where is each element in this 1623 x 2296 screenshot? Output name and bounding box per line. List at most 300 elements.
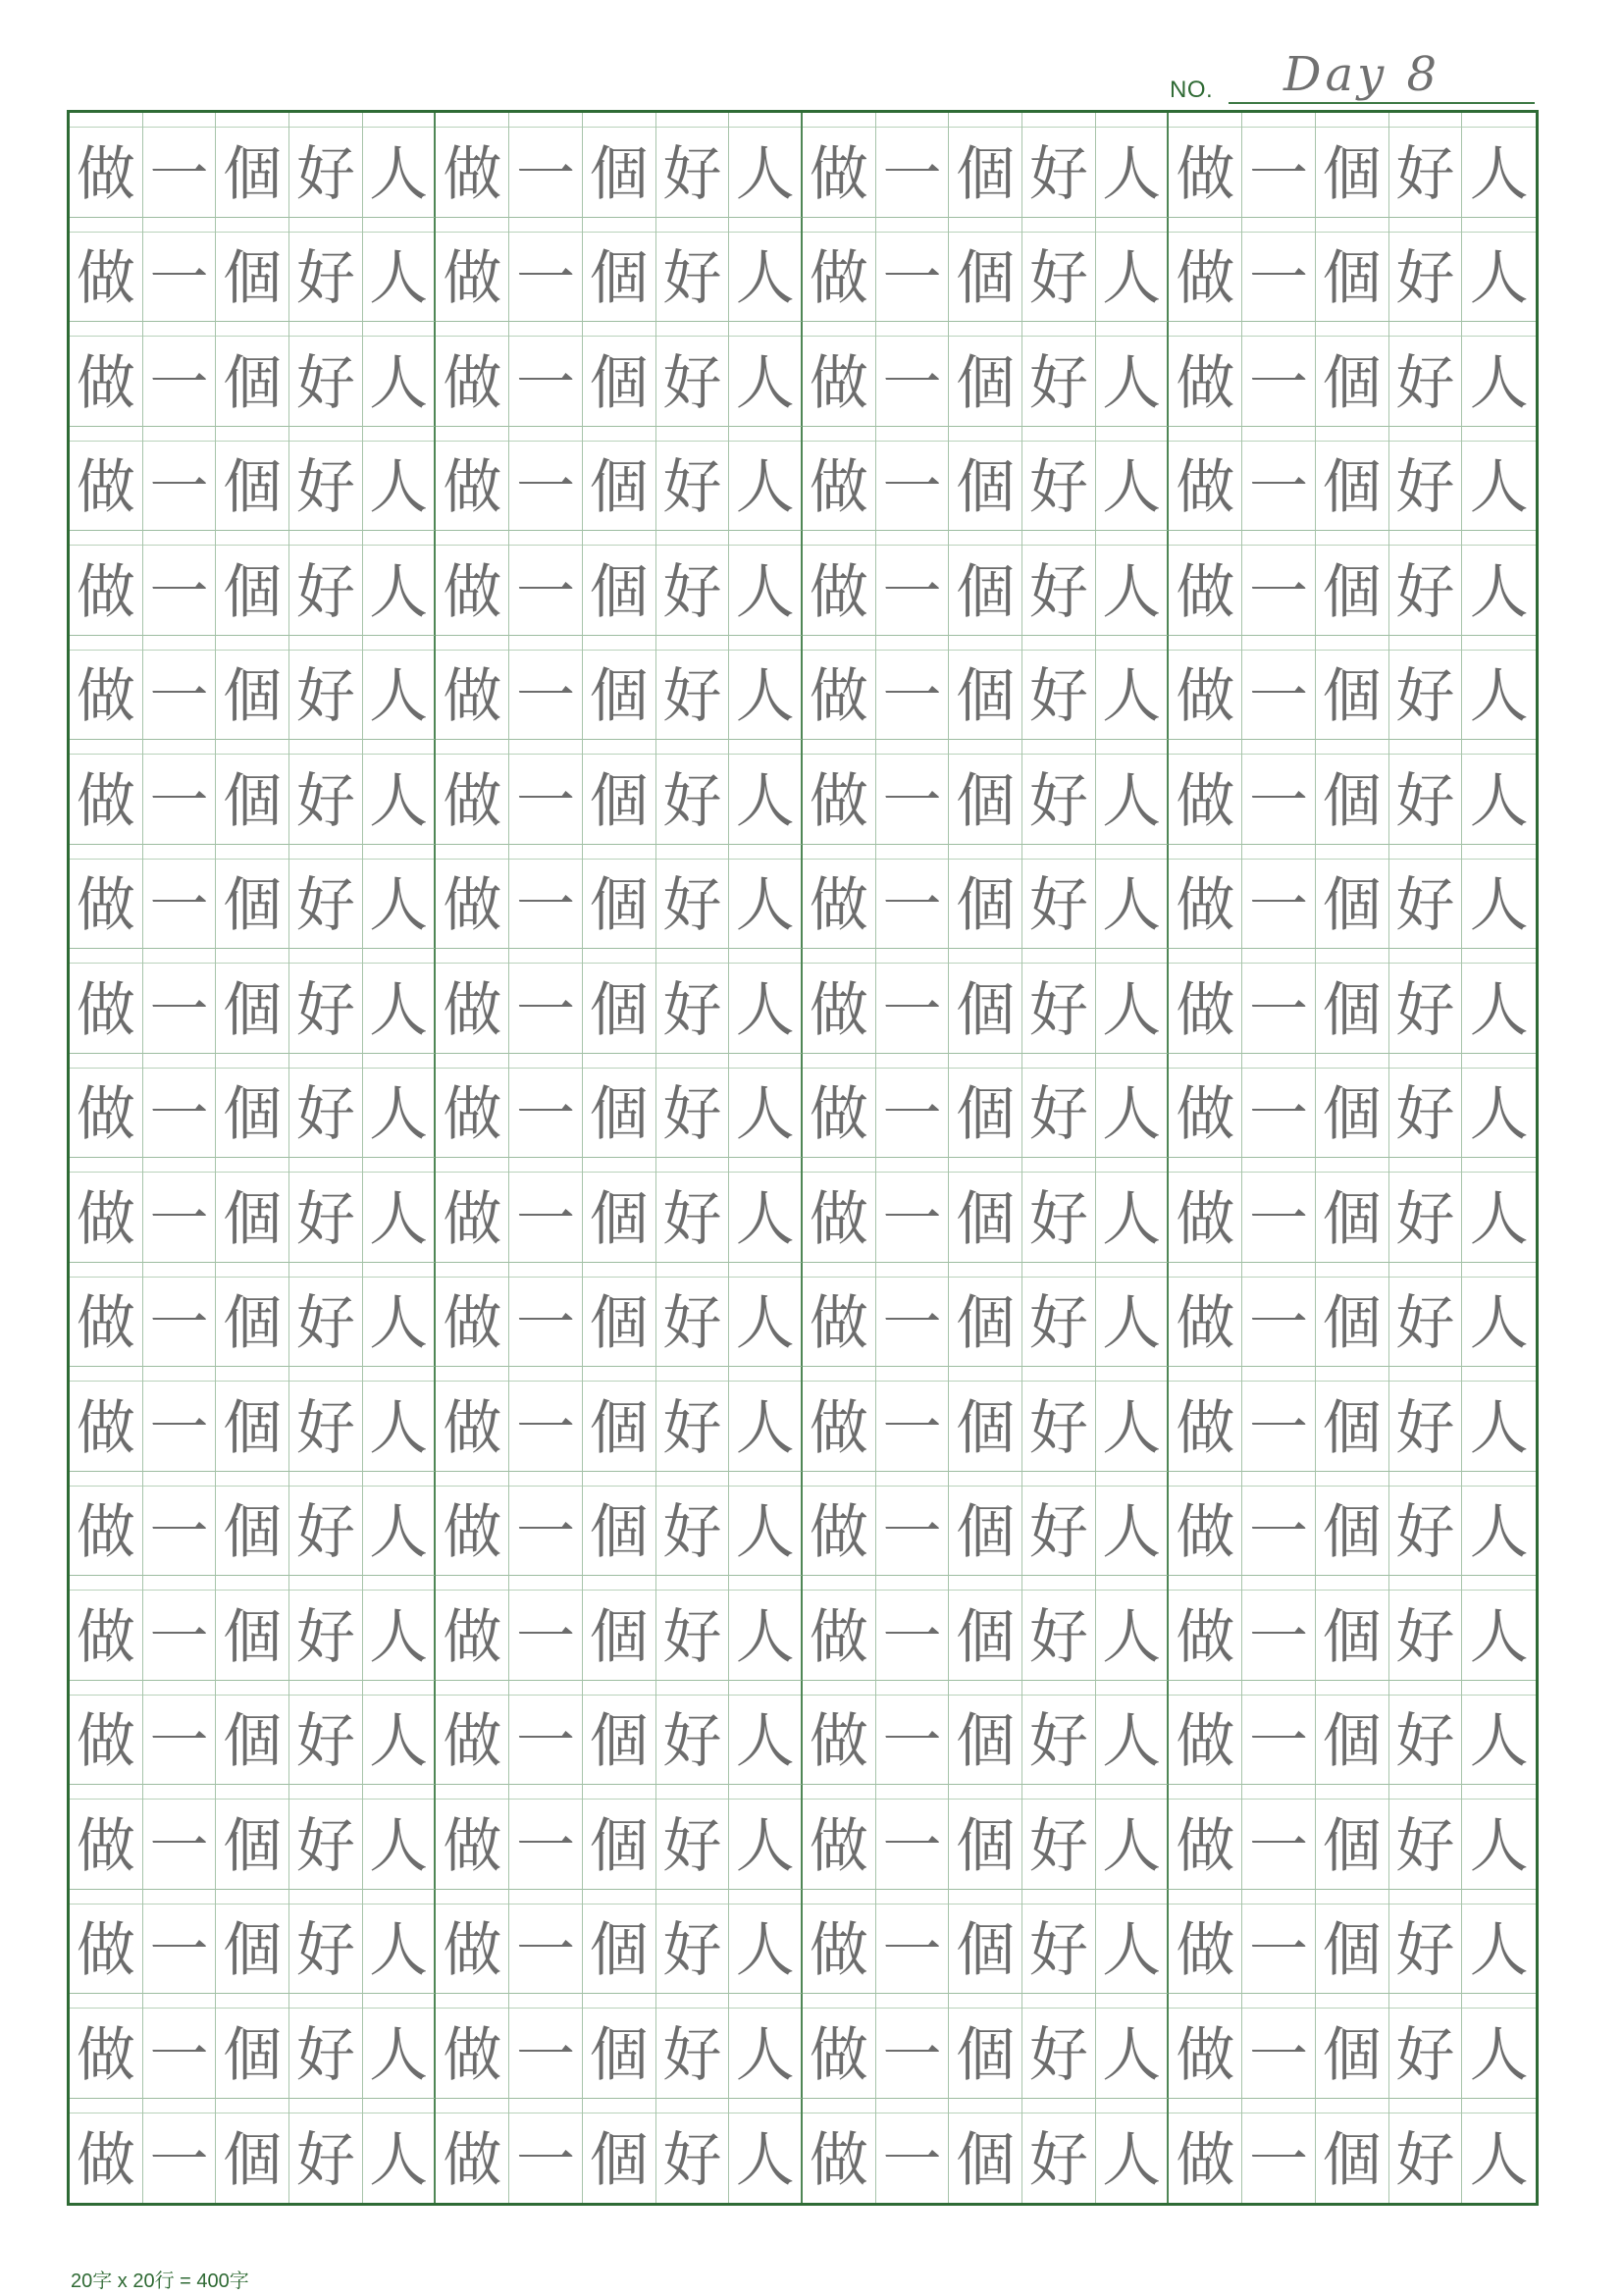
grid-cell: 好	[1022, 949, 1096, 1054]
grid-cell: 做	[70, 1890, 143, 1995]
grid-cell: 好	[289, 1890, 363, 1995]
grid-cell: 做	[803, 1785, 876, 1890]
grid-cell: 一	[1242, 845, 1316, 950]
grid-cell: 一	[509, 1890, 583, 1995]
grid-cell: 做	[1169, 113, 1242, 218]
grid-cell: 人	[363, 427, 437, 532]
grid-cell: 人	[729, 845, 803, 950]
grid-cell: 個	[1316, 531, 1389, 636]
grid-cell: 做	[803, 740, 876, 845]
grid-cell: 個	[949, 949, 1022, 1054]
grid-cell: 做	[436, 1263, 509, 1368]
grid-cell: 好	[1022, 636, 1096, 741]
grid-cell: 一	[1242, 1472, 1316, 1577]
grid-cell: 做	[70, 1054, 143, 1159]
grid-cell: 人	[729, 1994, 803, 2099]
grid-cell: 個	[216, 1785, 289, 1890]
grid-cell: 人	[1096, 1054, 1170, 1159]
grid-cell: 一	[143, 1054, 217, 1159]
grid-cell: 做	[803, 949, 876, 1054]
grid-cell: 做	[803, 636, 876, 741]
grid-cell: 個	[1316, 949, 1389, 1054]
grid-cell: 做	[803, 1890, 876, 1995]
grid-cell: 好	[289, 113, 363, 218]
grid-cell: 一	[143, 1263, 217, 1368]
no-value: Day 8	[1283, 47, 1441, 102]
grid-cell: 個	[1316, 1681, 1389, 1786]
grid-cell: 人	[363, 845, 437, 950]
grid-cell: 做	[436, 531, 509, 636]
grid-cell: 一	[143, 740, 217, 845]
grid-cell: 人	[729, 531, 803, 636]
grid-cell: 個	[216, 1263, 289, 1368]
grid-cell: 個	[216, 636, 289, 741]
grid-cell: 人	[363, 1367, 437, 1472]
grid-cell: 人	[1096, 845, 1170, 950]
grid-cell: 一	[509, 845, 583, 950]
grid-cell: 個	[583, 740, 656, 845]
grid-cell: 一	[143, 218, 217, 323]
grid-cell: 個	[583, 636, 656, 741]
grid-cell: 好	[1022, 1263, 1096, 1368]
grid-cell: 個	[949, 2099, 1022, 2204]
grid-cell: 好	[656, 1576, 730, 1681]
grid-cell: 人	[1462, 1681, 1536, 1786]
grid-cell: 人	[729, 1158, 803, 1263]
grid-cell: 做	[1169, 1994, 1242, 2099]
grid-cell: 做	[803, 1367, 876, 1472]
grid-cell: 做	[1169, 949, 1242, 1054]
grid-cell: 個	[583, 1054, 656, 1159]
grid-cell: 人	[729, 218, 803, 323]
grid-cell: 個	[216, 740, 289, 845]
grid-cell: 好	[656, 531, 730, 636]
grid-cell: 好	[1022, 1367, 1096, 1472]
grid-cell: 好	[1389, 1367, 1463, 1472]
grid-cell: 做	[803, 113, 876, 218]
grid-cell: 一	[876, 1994, 950, 2099]
grid-cell: 一	[1242, 1576, 1316, 1681]
grid-cell: 做	[803, 427, 876, 532]
grid-cell: 做	[436, 1367, 509, 1472]
grid-cell: 個	[1316, 1472, 1389, 1577]
grid-cell: 人	[363, 531, 437, 636]
grid-cell: 個	[1316, 2099, 1389, 2204]
grid-cell: 一	[143, 949, 217, 1054]
grid-cell: 一	[509, 1576, 583, 1681]
no-underline	[1229, 102, 1535, 104]
grid-cell: 好	[289, 2099, 363, 2204]
grid-cell: 好	[289, 322, 363, 427]
grid-cell: 好	[1389, 949, 1463, 1054]
grid-cell: 好	[656, 1890, 730, 1995]
grid-cell: 個	[949, 427, 1022, 532]
grid-cell: 好	[656, 1785, 730, 1890]
grid-cell: 做	[436, 1785, 509, 1890]
grid-cell: 一	[876, 1158, 950, 1263]
grid-cell: 好	[656, 949, 730, 1054]
grid-cell: 個	[949, 1994, 1022, 2099]
grid-cell: 人	[1096, 636, 1170, 741]
grid-cell: 個	[1316, 322, 1389, 427]
grid-cell: 個	[583, 1263, 656, 1368]
grid-cell: 人	[1096, 2099, 1170, 2204]
grid-cell: 一	[876, 1367, 950, 1472]
grid-cell: 人	[1096, 322, 1170, 427]
grid-cell: 做	[436, 740, 509, 845]
grid-cell: 一	[143, 113, 217, 218]
grid-cell: 人	[1096, 1158, 1170, 1263]
grid-cell: 一	[143, 2099, 217, 2204]
grid-cell: 一	[509, 531, 583, 636]
grid-cell: 一	[1242, 1263, 1316, 1368]
grid-cell: 做	[436, 1576, 509, 1681]
grid-cell: 一	[876, 1681, 950, 1786]
grid-cell: 個	[216, 218, 289, 323]
grid-cell: 好	[289, 531, 363, 636]
grid-cell: 好	[656, 636, 730, 741]
grid-cell: 做	[1169, 1158, 1242, 1263]
grid-cell: 好	[1389, 113, 1463, 218]
grid-cell: 做	[803, 1263, 876, 1368]
grid-cell: 做	[436, 1472, 509, 1577]
grid-cell: 人	[1462, 845, 1536, 950]
grid-cell: 好	[1389, 1890, 1463, 1995]
grid-cell: 好	[1389, 845, 1463, 950]
grid-cell: 好	[1022, 1576, 1096, 1681]
grid-cell: 個	[949, 1472, 1022, 1577]
grid-cell: 好	[1022, 1472, 1096, 1577]
grid-cell: 個	[949, 1681, 1022, 1786]
grid-cell: 好	[1389, 1158, 1463, 1263]
grid-cell: 做	[1169, 531, 1242, 636]
grid-cell: 做	[70, 218, 143, 323]
grid-cell: 做	[1169, 322, 1242, 427]
grid-cell: 做	[803, 218, 876, 323]
grid-cell: 人	[1462, 740, 1536, 845]
grid-cell: 人	[729, 949, 803, 1054]
grid-cell: 好	[1022, 2099, 1096, 2204]
grid-cell: 一	[876, 218, 950, 323]
grid-cell: 好	[1389, 531, 1463, 636]
grid-cell: 個	[1316, 1054, 1389, 1159]
grid-cell: 一	[876, 1576, 950, 1681]
grid-cell: 個	[216, 1367, 289, 1472]
grid-cell: 做	[70, 636, 143, 741]
grid-cell: 做	[70, 1681, 143, 1786]
grid-cell: 做	[436, 845, 509, 950]
grid-cell: 做	[1169, 740, 1242, 845]
grid-cell: 人	[729, 1472, 803, 1577]
grid-cell: 好	[1389, 218, 1463, 323]
grid-cell: 個	[949, 1054, 1022, 1159]
grid-cell: 一	[876, 531, 950, 636]
grid-cell: 個	[1316, 113, 1389, 218]
grid-cell: 一	[876, 845, 950, 950]
grid-cell: 個	[1316, 740, 1389, 845]
grid-cell: 一	[876, 427, 950, 532]
grid-cell: 好	[1022, 1158, 1096, 1263]
grid-cell: 一	[509, 113, 583, 218]
grid-cell: 好	[289, 1994, 363, 2099]
grid-cell: 做	[436, 218, 509, 323]
grid-cell: 做	[436, 1681, 509, 1786]
grid-cell: 一	[509, 1472, 583, 1577]
grid-cell: 做	[1169, 218, 1242, 323]
grid-cell: 做	[436, 1054, 509, 1159]
grid-cell: 好	[656, 322, 730, 427]
grid-cell: 個	[583, 1785, 656, 1890]
grid-cell: 人	[1096, 531, 1170, 636]
grid-cell: 人	[1462, 636, 1536, 741]
grid-cell: 做	[1169, 1054, 1242, 1159]
grid-cell: 一	[876, 1890, 950, 1995]
grid-cell: 一	[1242, 949, 1316, 1054]
grid-cell: 好	[289, 740, 363, 845]
grid-cell: 人	[1096, 1472, 1170, 1577]
grid-cell: 人	[729, 2099, 803, 2204]
grid-cell: 一	[509, 322, 583, 427]
grid-cell: 個	[216, 1576, 289, 1681]
grid-cell: 人	[1462, 1263, 1536, 1368]
grid-cell: 一	[509, 1994, 583, 2099]
grid-cell: 一	[143, 1994, 217, 2099]
grid-cell: 好	[1389, 1472, 1463, 1577]
grid-cell: 一	[143, 531, 217, 636]
grid-cell: 人	[1096, 427, 1170, 532]
grid-cell: 人	[729, 740, 803, 845]
grid-cell: 人	[1096, 218, 1170, 323]
grid-cell: 一	[143, 1472, 217, 1577]
grid-cell: 一	[876, 113, 950, 218]
grid-cell: 一	[1242, 113, 1316, 218]
grid-cell: 一	[876, 2099, 950, 2204]
grid-cell: 人	[1462, 1785, 1536, 1890]
grid-cell: 好	[1022, 740, 1096, 845]
grid-cell: 人	[363, 2099, 437, 2204]
grid-cell: 好	[1389, 1785, 1463, 1890]
grid-cell: 一	[509, 1054, 583, 1159]
grid-cell: 個	[583, 1472, 656, 1577]
grid-cell: 做	[1169, 636, 1242, 741]
grid-cell: 做	[70, 322, 143, 427]
grid-cell: 做	[70, 1994, 143, 2099]
grid-cell: 人	[1462, 1994, 1536, 2099]
grid-cell: 好	[1389, 322, 1463, 427]
grid-cell: 做	[70, 427, 143, 532]
grid-cell: 做	[70, 1158, 143, 1263]
grid-cell: 一	[509, 636, 583, 741]
grid-cell: 做	[803, 1994, 876, 2099]
grid-cell: 人	[1096, 1576, 1170, 1681]
grid-cell: 個	[949, 322, 1022, 427]
grid-cell: 個	[1316, 845, 1389, 950]
grid-cell: 人	[1462, 2099, 1536, 2204]
grid-cell: 一	[1242, 1158, 1316, 1263]
grid-cell: 好	[656, 1054, 730, 1159]
grid-cell: 人	[1462, 1576, 1536, 1681]
grid-cell: 一	[876, 949, 950, 1054]
grid-cell: 做	[803, 531, 876, 636]
grid-cell: 一	[1242, 1994, 1316, 2099]
grid-cell: 人	[1096, 113, 1170, 218]
grid-cell: 好	[1022, 1785, 1096, 1890]
grid-cell: 好	[656, 1994, 730, 2099]
grid-cell: 好	[1022, 113, 1096, 218]
grid-cell: 個	[949, 1890, 1022, 1995]
grid-cell: 做	[70, 1576, 143, 1681]
grid-cell: 一	[876, 1785, 950, 1890]
grid-cell: 個	[949, 1576, 1022, 1681]
grid-cell: 一	[509, 740, 583, 845]
grid-cell: 個	[949, 1367, 1022, 1472]
grid-cell: 一	[509, 949, 583, 1054]
grid-cell: 人	[1462, 531, 1536, 636]
grid-cell: 做	[1169, 1263, 1242, 1368]
grid-cell: 個	[949, 636, 1022, 741]
grid-cell: 好	[1389, 740, 1463, 845]
grid-cell: 好	[1389, 1263, 1463, 1368]
grid-cell: 人	[729, 113, 803, 218]
grid-cell: 做	[1169, 845, 1242, 950]
grid-cell: 個	[583, 218, 656, 323]
grid-cell: 個	[949, 1263, 1022, 1368]
grid-cell: 好	[1389, 1576, 1463, 1681]
grid-cell: 做	[1169, 1890, 1242, 1995]
grid-cell: 好	[289, 949, 363, 1054]
grid-cell: 好	[1022, 1890, 1096, 1995]
grid-cell: 做	[1169, 1681, 1242, 1786]
grid-cell: 人	[1096, 1681, 1170, 1786]
grid-cell: 人	[1462, 113, 1536, 218]
grid-cell: 一	[143, 1367, 217, 1472]
grid-cell: 好	[1022, 322, 1096, 427]
grid-cell: 個	[583, 1367, 656, 1472]
grid-cell: 個	[1316, 636, 1389, 741]
grid-cell: 個	[216, 845, 289, 950]
grid-cell: 個	[1316, 1158, 1389, 1263]
grid-cell: 人	[1096, 740, 1170, 845]
grid-cell: 做	[436, 113, 509, 218]
grid-cell: 做	[1169, 1472, 1242, 1577]
grid-cell: 做	[70, 2099, 143, 2204]
grid-cell: 好	[289, 1785, 363, 1890]
grid-cell: 個	[1316, 1576, 1389, 1681]
grid-cell: 做	[436, 1994, 509, 2099]
grid-cell: 一	[509, 427, 583, 532]
grid-cell: 個	[216, 531, 289, 636]
grid-cell: 人	[363, 636, 437, 741]
grid-cell: 個	[949, 740, 1022, 845]
grid-cell: 好	[289, 1576, 363, 1681]
grid-cell: 個	[216, 1890, 289, 1995]
grid-cell: 人	[1462, 218, 1536, 323]
grid-cell: 人	[363, 1576, 437, 1681]
grid-cell: 個	[583, 531, 656, 636]
grid-cell: 好	[1389, 1681, 1463, 1786]
grid-cell: 個	[949, 1785, 1022, 1890]
grid-cell: 一	[876, 1263, 950, 1368]
grid-cell: 好	[656, 113, 730, 218]
grid-cell: 人	[729, 1263, 803, 1368]
grid-cell: 個	[1316, 1367, 1389, 1472]
grid-cell: 做	[803, 845, 876, 950]
grid-cell: 好	[1389, 1054, 1463, 1159]
manuscript-grid	[67, 110, 1539, 2206]
grid-cell: 人	[363, 1890, 437, 1995]
grid-cell: 人	[363, 740, 437, 845]
grid-cell: 一	[1242, 427, 1316, 532]
grid-cell: 個	[583, 322, 656, 427]
grid-cell: 做	[803, 1158, 876, 1263]
grid-cell: 個	[583, 427, 656, 532]
grid-cell: 做	[70, 1263, 143, 1368]
grid-cell: 好	[1022, 218, 1096, 323]
grid-cell: 個	[216, 1472, 289, 1577]
grid-cell: 一	[1242, 1785, 1316, 1890]
grid-cell: 一	[143, 1785, 217, 1890]
grid-cell: 好	[656, 845, 730, 950]
grid-cell: 好	[1022, 1054, 1096, 1159]
grid-cell: 一	[143, 1576, 217, 1681]
grid-cell: 好	[656, 1681, 730, 1786]
grid-cell: 個	[583, 113, 656, 218]
grid-cell: 人	[363, 1994, 437, 2099]
grid-cell: 個	[216, 113, 289, 218]
grid-cell: 一	[143, 1890, 217, 1995]
grid-cell: 人	[363, 113, 437, 218]
grid-cell: 人	[363, 1472, 437, 1577]
grid-cell: 好	[656, 2099, 730, 2204]
grid-cell: 人	[1096, 1890, 1170, 1995]
grid-cell: 個	[949, 845, 1022, 950]
grid-cell: 好	[289, 218, 363, 323]
grid-cell: 一	[143, 1681, 217, 1786]
grid-cell: 好	[289, 636, 363, 741]
grid-cell: 一	[509, 1263, 583, 1368]
grid-cell: 做	[70, 1785, 143, 1890]
grid-cell: 做	[436, 322, 509, 427]
grid-cell: 做	[1169, 1367, 1242, 1472]
grid-cell: 人	[729, 1681, 803, 1786]
no-label: NO.	[1170, 77, 1214, 103]
grid-cell: 好	[289, 1472, 363, 1577]
grid-cell: 好	[1022, 1994, 1096, 2099]
grid-cell: 個	[949, 1158, 1022, 1263]
grid-cell: 做	[70, 113, 143, 218]
grid-cell: 做	[436, 1890, 509, 1995]
grid-cell: 人	[1096, 1263, 1170, 1368]
grid-cell: 好	[656, 218, 730, 323]
grid-cell: 人	[363, 1054, 437, 1159]
grid-cell: 一	[876, 322, 950, 427]
grid-cell: 個	[216, 1994, 289, 2099]
grid-cell: 做	[70, 531, 143, 636]
grid-cell: 人	[363, 218, 437, 323]
grid-cell: 人	[1096, 1785, 1170, 1890]
grid-cell: 個	[216, 1158, 289, 1263]
grid-cell: 好	[289, 1054, 363, 1159]
grid-cell: 做	[803, 1472, 876, 1577]
grid-cell: 好	[289, 1158, 363, 1263]
grid-cell: 個	[583, 1158, 656, 1263]
grid-cell: 一	[509, 1367, 583, 1472]
grid-cell: 一	[509, 218, 583, 323]
grid-cell: 人	[729, 1785, 803, 1890]
grid-cell: 做	[803, 2099, 876, 2204]
grid-cell: 好	[656, 427, 730, 532]
grid-cell: 做	[803, 1681, 876, 1786]
